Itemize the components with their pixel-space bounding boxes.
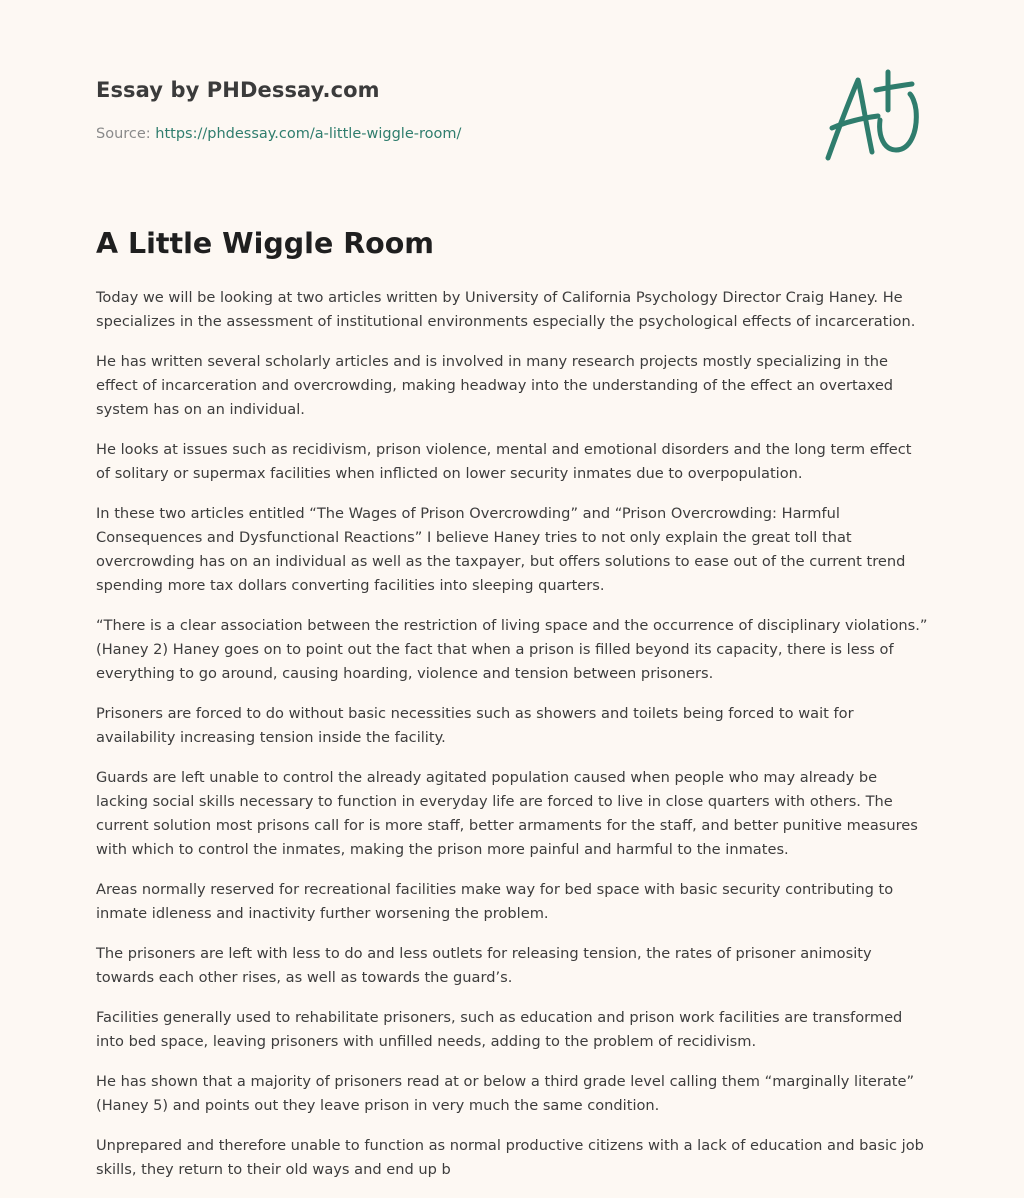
essay-paragraph: In these two articles entitled “The Wages of Prison Overcrowding” and “Prison Overcrowding: Harmful Consequences and Dysfunctional Reactions” I believe Haney tries to not only explain the great toll that overcrowding has on an individual as well as the taxpayer, but offers solutions to ease out of the current trend spending more tax dollars converting facilities into sleeping quarters. (96, 505, 906, 594)
a-plus-logo-icon (818, 66, 928, 166)
essay-paragraph: He has written several scholarly articles and is involved in many research projects mostly specializing in the effect of incarceration and overcrowding, making headway into the understanding of the effect an overtaxed system has on an individual. (96, 353, 894, 418)
essay-paragraph: Facilities generally used to rehabilitate prisoners, such as education and prison work facilities are transformed into bed space, leaving prisoners with unfilled needs, adding to the problem of recidivism. (96, 1009, 903, 1050)
source-label: Source: (96, 126, 156, 142)
essay-paragraph: Guards are left unable to control the already agitated population caused when people who may already be lacking social skills necessary to function in everyday life are forced to live in close quarters with others. The current solution most prisons call for is more staff, better armaments for the staff, and better punitive measures with which to control the inmates, making the prison more painful and harmful to the inmates. (96, 769, 918, 858)
essay-body (96, 286, 930, 1198)
essay-paragraph: Areas normally reserved for recreational facilities make way for bed space with basic security contributing to inmate idleness and inactivity further worsening the problem. (96, 881, 894, 922)
site-brand: Essay by PHDessay.com (96, 78, 380, 102)
essay-paragraph: He has shown that a majority of prisoners read at or below a third grade level calling them “marginally literate” (Haney 5) and points out they leave prison in very much the same condition. (96, 1073, 915, 1114)
essay-paragraph: Prisoners are forced to do without basic necessities such as showers and toilets being forced to wait for availability increasing tension inside the facility. (96, 705, 854, 746)
essay-paragraph: Unprepared and therefore unable to function as normal productive citizens with a lack of education and basic job skills, they return to their old ways and end up b (96, 1137, 924, 1178)
source-line (96, 124, 696, 144)
site-header (96, 76, 696, 144)
essay-paragraph: He looks at issues such as recidivism, prison violence, mental and emotional disorders and the long term effect of solitary or supermax facilities when inflicted on lower security inmates due to overpopulation. (96, 441, 912, 482)
essay-paragraph: The prisoners are left with less to do and less outlets for releasing tension, the rates of prisoner animosity towards each other rises, as well as towards the guard’s. (96, 945, 872, 986)
essay-paragraph: Today we will be looking at two articles written by University of California Psychology Director Craig Haney. He specializes in the assessment of institutional environments especially the psychological effects of incarceration. (96, 289, 916, 330)
essay-paragraph: “There is a clear association between the restriction of living space and the occurrence of disciplinary violations.” (Haney 2) Haney goes on to point out the fact that when a prison is filled beyond its capacity, there is less of everything to go around, causing hoarding, violence and tension between prisoners. (96, 617, 928, 682)
essay-title: A Little Wiggle Room (96, 227, 435, 260)
source-link[interactable]: https://phdessay.com/a-little-wiggle-room/ (155, 126, 462, 142)
